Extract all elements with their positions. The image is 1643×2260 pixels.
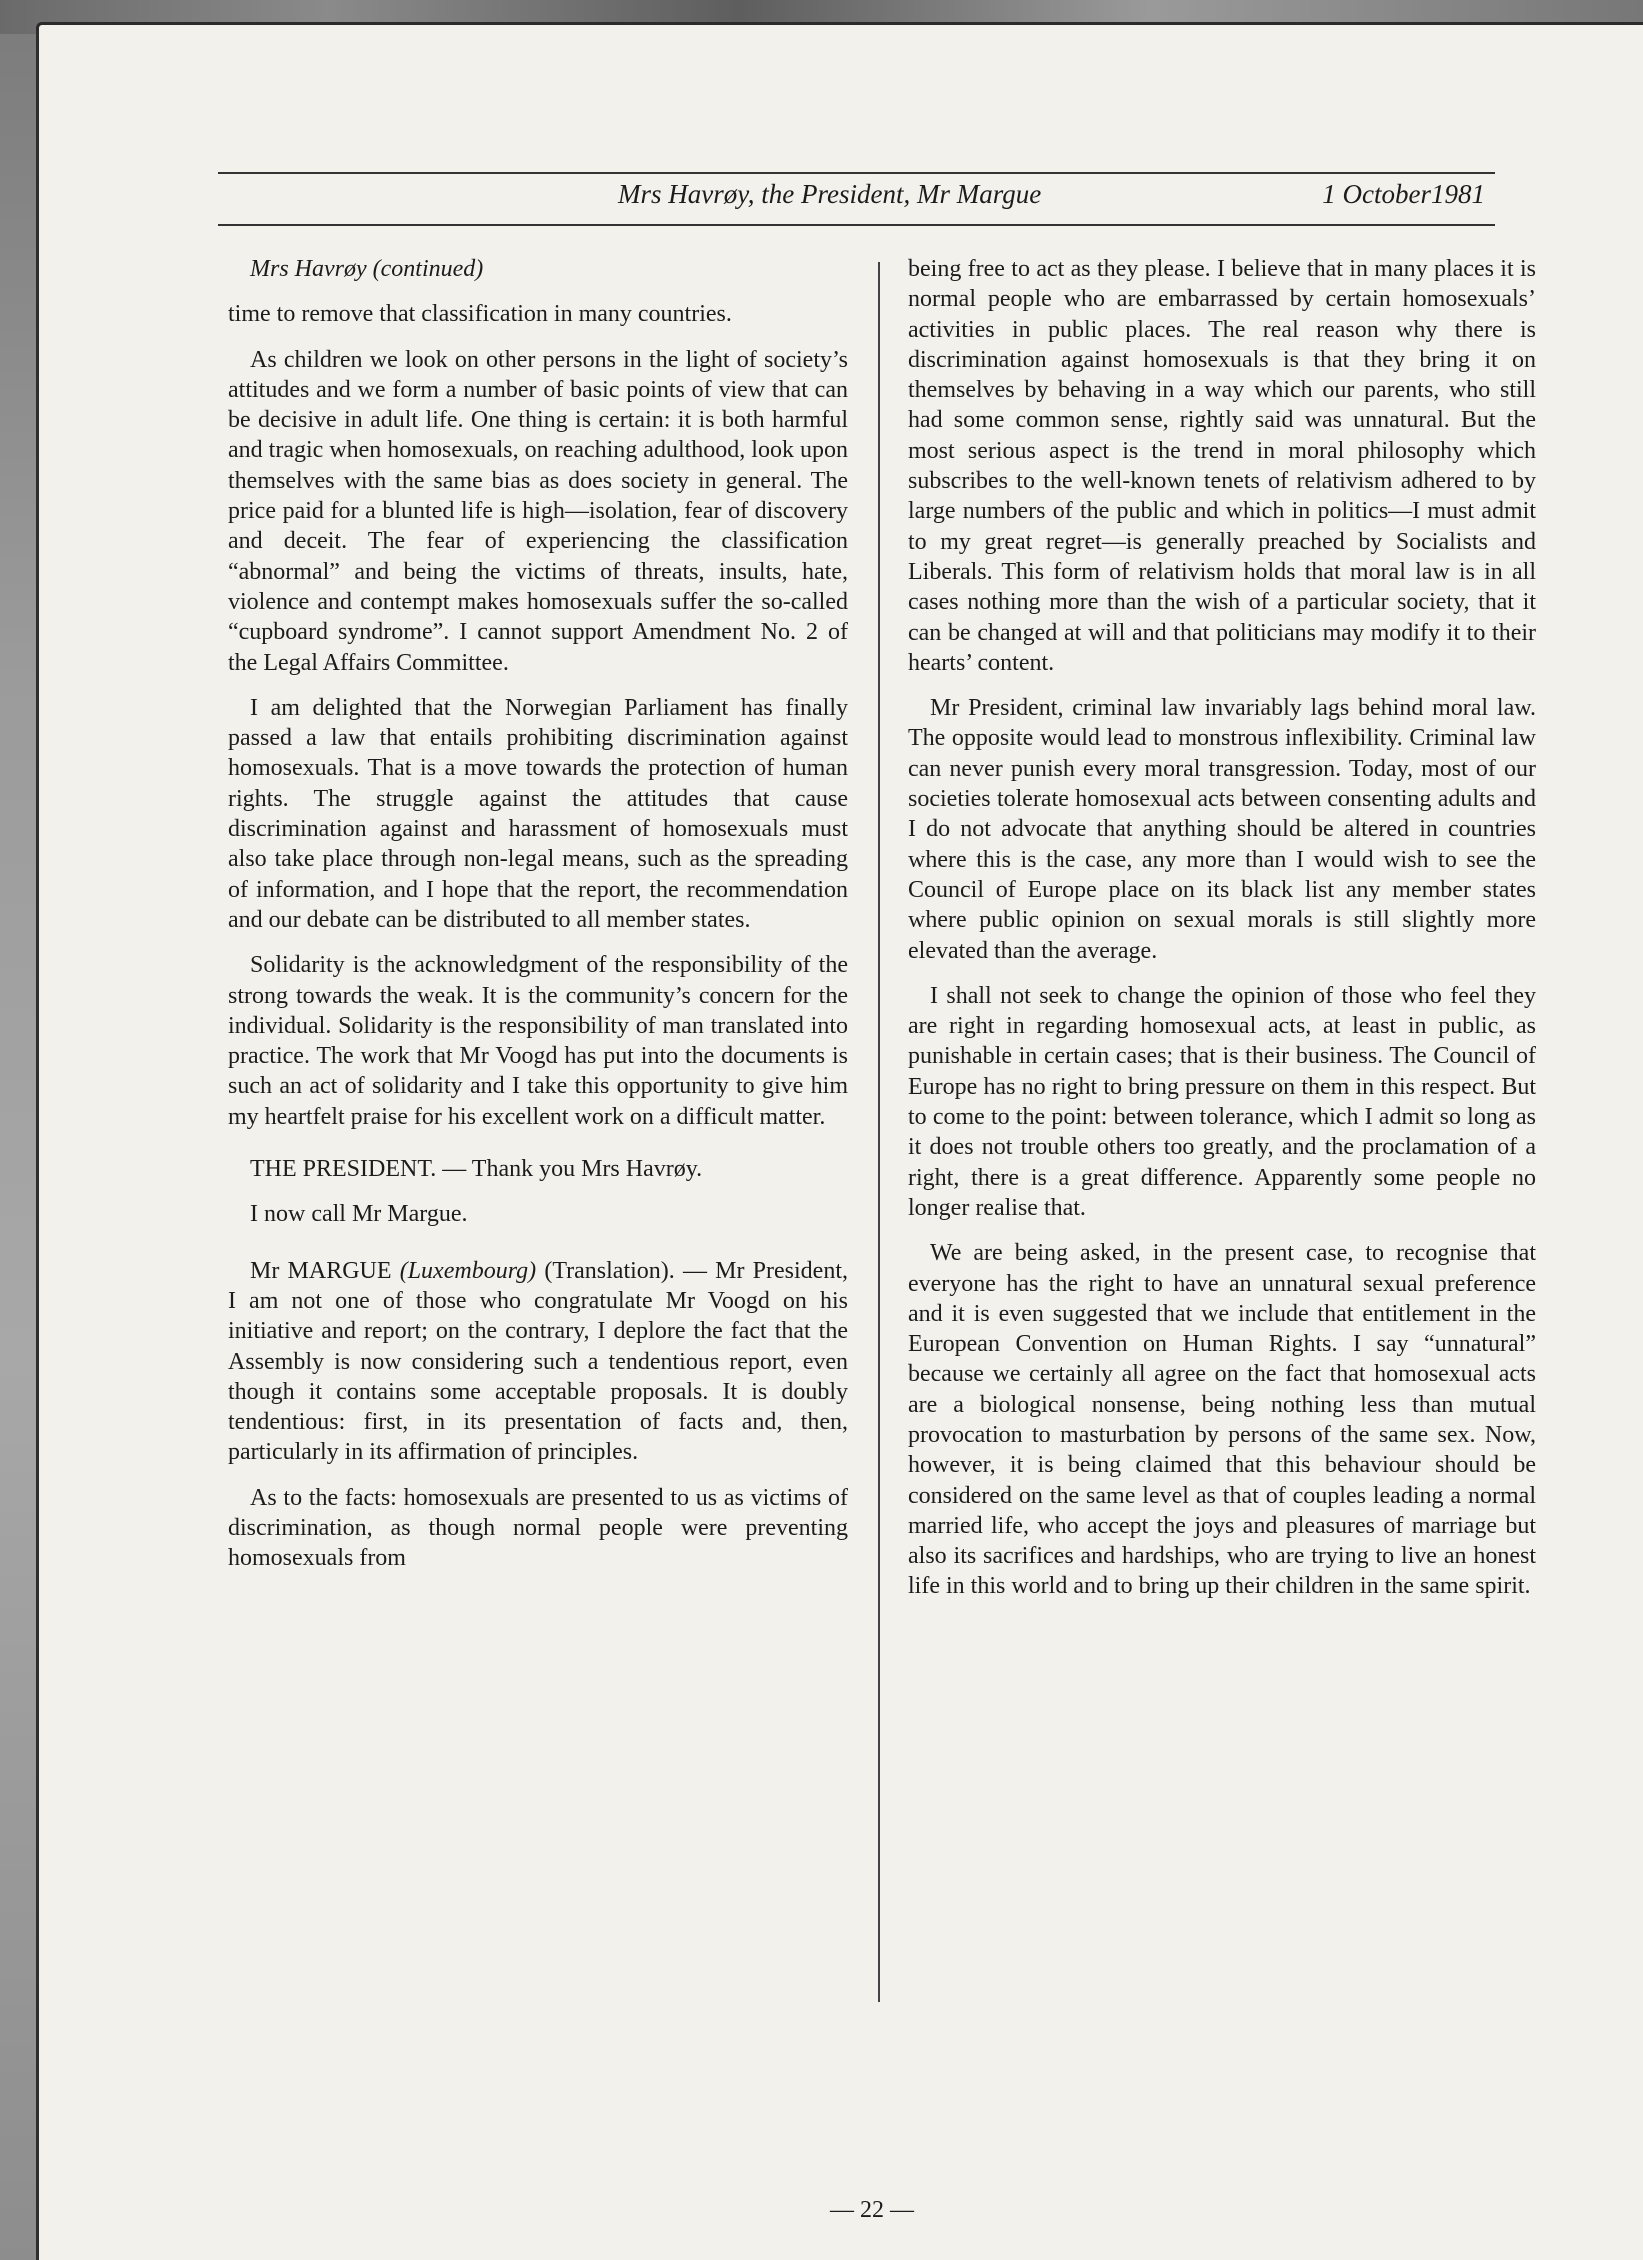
- speech-text: — Mr President, I am not one of those who congratulate Mr Voogd on his initiative and report; on the contrary, I deplore the fact that the Assembly is now considering such a tendentious report, even though it contains some acceptable proposals. It is doubly tendentious: first, in its presentation of facts and, then, particularly in its affirmation of principles.: [228, 1257, 848, 1466]
- margue-opening-paragraph: [228, 1256, 848, 1468]
- header-speakers: Mrs Havrøy, the President, Mr Margue: [618, 179, 1042, 209]
- paragraph: As to the facts: homosexuals are presented to us as victims of discrimination, as though normal people were preventing homosexuals from: [228, 1484, 848, 1572]
- paragraph: I shall not seek to change the opinion of those who feel they are right in regarding homosexual acts, at least in public, as punishable in certain cases; that is their business. The Council of Europe has no right to bring pressure on them in this respect. But to come to the point: between tolerance, which I admit so long as it does not trouble others too greatly, and the proclamation of a right, there is a great difference. Apparently some people no longer realise that.: [908, 982, 1536, 1221]
- scan-edge-left: [0, 0, 38, 2260]
- page-number: — 22 —: [830, 2197, 914, 2223]
- paragraph: being free to act as they please. I believe that in many places it is normal people who are embarrassed by certain homosexuals’ activities in public places. The real reason why there is discrimination against homosexuals is that they bring it on themselves by behaving in a way which our parents, who still had some common sense, rightly said was unnatural. But the most serious aspect is the trend in moral philosophy which subscribes to the well-known tenets of relativism adhered to by large numbers of the public and which in politics—I must admit to my great regret—is generally preached by Socialists and Liberals. This form of relativism holds that moral law is in all cases nothing more than the wish of a particular society, that it can be changed at will and that politicians may modify it to their hearts’ content.: [908, 256, 1536, 676]
- left-column: [228, 254, 848, 1589]
- paragraph: We are being asked, in the present case, to recognise that everyone has the right to have an unnatural sexual preference and it is even suggested that we include that entitlement in the European Convention on Human Rights. I say “unnatural” because we certainly all agree on the fact that homosexual acts are a biological nonsense, being nothing less than mutual provocation to masturbation by persons of the same sex. Now, however, it is being claimed that this behaviour should be considered on the same level as that of couples leading a normal married life, who accept the joys and pleasures of marriage but also its sacrifices and hardships, who are trying to live an honest life in this world and to bring up their children in the same spirit.: [908, 1240, 1536, 1600]
- right-column: [908, 254, 1536, 1617]
- header-date: 1 October1981: [1322, 179, 1485, 209]
- paragraph: time to remove that classification in many countries.: [228, 301, 732, 328]
- paragraph: Mr President, criminal law invariably lags behind moral law. The opposite would lead to monstrous inflexibility. Criminal law can never punish every moral transgression. Today, most of our societies tolerate homosexual acts between consenting adults and I do not advocate that anything should be altered in countries where this is the case, any more than I would wish to see the Council of Europe place on its black list any member states where public opinion on sexual morals is still slightly more elevated than the average.: [908, 695, 1536, 964]
- call-line: I now call Mr Margue.: [250, 1201, 468, 1228]
- column-divider: [878, 262, 880, 2002]
- page-edge-left: [36, 30, 39, 2260]
- paragraph: As children we look on other persons in the light of society’s attitudes and we form a number of basic points of view that can be decisive in adult life. One thing is certain: it is both harmful and tragic when homosexuals, on reaching adulthood, look upon themselves with the same bias as does society in general. The price paid for a blunted life is high—isolation, fear of discovery and deceit. The fear of experiencing the classification “abnormal” and being the victims of threats, insults, hate, violence and contempt makes homosexuals suffer the so-called “cupboard syndrome”. I cannot support Amendment No. 2 of the Legal Affairs Committee.: [228, 346, 848, 676]
- speaker-continued-label: Mrs Havrøy (continued): [250, 256, 484, 282]
- speaker-name: Mr MARGUE: [250, 1257, 392, 1284]
- page-edge-top: [36, 22, 1643, 39]
- speaker-country: (Luxembourg): [399, 1257, 537, 1284]
- paragraph: I am delighted that the Norwegian Parliament has finally passed a law that entails prohibiting discrimination against homosexuals. That is a move towards the protection of human rights. The struggle against the attitudes that cause discrimination against and harassment of homosexuals must also take place through non-legal means, such as the spreading of information, and I hope that the report, the recommendation and our debate can be distributed to all member states.: [228, 694, 848, 933]
- running-header: [218, 172, 1495, 226]
- translation-note: (Translation).: [544, 1257, 675, 1284]
- president-line: THE PRESIDENT. — Thank you Mrs Havrøy.: [250, 1156, 703, 1183]
- paragraph: Solidarity is the acknowledgment of the responsibility of the strong towards the weak. It is the community’s concern for the individual. Solidarity is the responsibility of man translated into practice. The work that Mr Voogd has put into the documents is such an act of solidarity and I take this opportunity to give him my heartfelt praise for his excellent work on a difficult matter.: [228, 952, 848, 1130]
